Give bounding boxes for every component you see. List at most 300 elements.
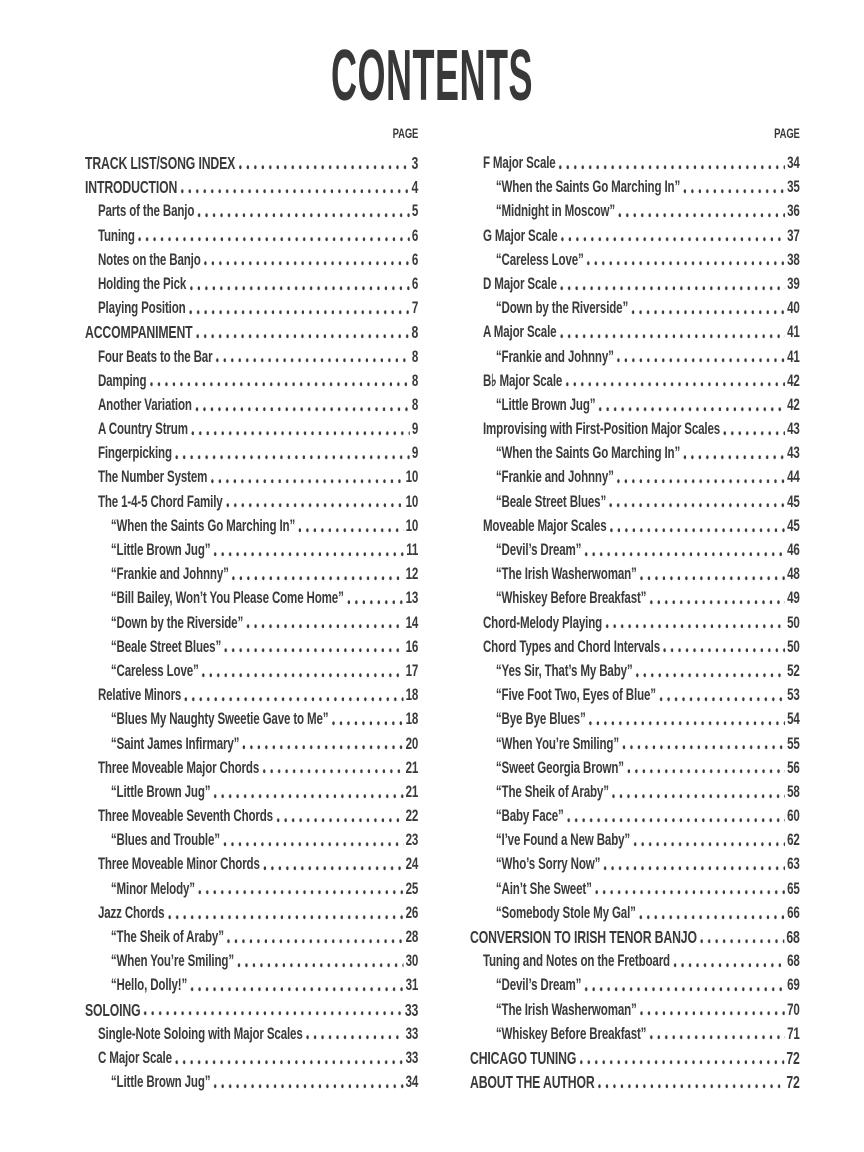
entry-title: “Yes Sir, That’s My Baby” bbox=[495, 661, 633, 680]
entry-page: 63 bbox=[787, 855, 800, 874]
dot-leader bbox=[609, 514, 785, 538]
toc-entry bbox=[470, 296, 800, 320]
toc-entry bbox=[470, 635, 800, 659]
entry-title: “Baby Face” bbox=[495, 807, 564, 826]
entry-title: “Little Brown Jug” bbox=[495, 395, 596, 414]
toc-entry bbox=[85, 417, 418, 441]
dot-leader bbox=[236, 949, 403, 973]
entry-page: 23 bbox=[405, 831, 419, 850]
dot-leader bbox=[203, 248, 410, 272]
toc-entry bbox=[470, 224, 800, 248]
toc-entry bbox=[85, 538, 418, 562]
toc-entry bbox=[85, 562, 418, 586]
toc-entry bbox=[470, 514, 800, 538]
entry-page: 45 bbox=[787, 516, 800, 535]
toc-entry bbox=[470, 1022, 800, 1046]
dot-leader bbox=[626, 756, 785, 780]
entry-title: Tuning and Notes on the Fretboard bbox=[482, 952, 670, 971]
entry-page: 6 bbox=[411, 250, 419, 269]
toc-entry bbox=[470, 465, 800, 489]
dot-leader bbox=[261, 756, 403, 780]
toc-entry bbox=[470, 659, 800, 683]
entry-title: “Hello, Dolly!” bbox=[110, 976, 188, 995]
entry-title: Notes on the Banjo bbox=[97, 250, 201, 269]
dot-leader bbox=[617, 199, 785, 223]
entry-title: “Down by the Riverside” bbox=[495, 299, 629, 318]
dot-leader bbox=[196, 199, 409, 223]
dot-leader bbox=[179, 175, 409, 199]
dot-leader bbox=[225, 490, 404, 514]
toc-entry bbox=[85, 1070, 418, 1094]
entry-title: INTRODUCTION bbox=[85, 177, 178, 198]
entry-title: “Sweet Georgia Brown” bbox=[495, 758, 624, 777]
toc-list bbox=[85, 151, 418, 1094]
dot-leader bbox=[635, 659, 785, 683]
entry-page: 33 bbox=[405, 1024, 419, 1043]
dot-leader bbox=[583, 538, 785, 562]
entry-title: “When the Saints Go Marching In” bbox=[495, 178, 681, 197]
entry-title: “Who’s Sorry Now” bbox=[495, 855, 601, 874]
dot-leader bbox=[194, 393, 410, 417]
dot-leader bbox=[604, 611, 785, 635]
entry-title: “The Sheik of Araby” bbox=[110, 928, 224, 946]
toc-entry bbox=[85, 441, 418, 465]
entry-page: 17 bbox=[405, 661, 419, 680]
entry-page: 37 bbox=[787, 226, 800, 245]
toc-entry bbox=[85, 199, 418, 223]
toc-entry bbox=[470, 562, 800, 586]
page-column-header: PAGE bbox=[774, 126, 800, 141]
dot-leader bbox=[241, 732, 403, 756]
entry-page: 6 bbox=[411, 226, 419, 245]
dot-leader bbox=[722, 417, 785, 441]
dot-leader bbox=[195, 320, 410, 344]
entry-title: ACCOMPANIMENT bbox=[85, 322, 193, 343]
toc-entry bbox=[85, 175, 418, 199]
dot-leader bbox=[630, 296, 785, 320]
entry-title: “When You’re Smiling” bbox=[495, 734, 619, 753]
toc-entry bbox=[470, 199, 800, 223]
entry-page: 68 bbox=[787, 952, 800, 971]
dot-leader bbox=[188, 296, 410, 320]
entry-page: 8 bbox=[411, 395, 419, 414]
dot-leader bbox=[297, 514, 403, 538]
toc-entry bbox=[470, 345, 800, 369]
entry-title: “Bill Bailey, Won’t You Please Come Home” bbox=[110, 589, 344, 608]
entry-title: “Bye Bye Blues” bbox=[495, 710, 586, 729]
dot-leader bbox=[559, 272, 785, 296]
dot-leader bbox=[305, 1022, 404, 1046]
entry-page: 33 bbox=[405, 1048, 419, 1067]
toc-entry bbox=[85, 949, 418, 973]
toc-entry bbox=[470, 272, 800, 296]
dot-leader bbox=[658, 683, 785, 707]
toc-entry bbox=[85, 998, 418, 1022]
toc-entry bbox=[85, 296, 418, 320]
entry-page: 35 bbox=[787, 178, 800, 197]
entry-page: 4 bbox=[411, 177, 419, 198]
toc-entry bbox=[470, 877, 800, 901]
dot-leader bbox=[638, 901, 785, 925]
toc-entry bbox=[85, 1022, 418, 1046]
toc-entry bbox=[85, 586, 418, 610]
entry-title: “Minor Melody” bbox=[110, 879, 195, 898]
entry-title: Playing Position bbox=[97, 299, 186, 318]
entry-title: “Whiskey Before Breakfast” bbox=[495, 1024, 647, 1043]
toc-list bbox=[470, 151, 800, 1094]
toc-entry bbox=[85, 248, 418, 272]
dot-leader bbox=[215, 345, 410, 369]
dot-leader bbox=[222, 828, 404, 852]
toc-entry bbox=[470, 369, 800, 393]
toc-entry bbox=[85, 224, 418, 248]
entry-page: 41 bbox=[787, 323, 800, 342]
dot-leader bbox=[213, 1070, 404, 1094]
entry-page: 43 bbox=[787, 444, 800, 463]
toc-entry bbox=[470, 683, 800, 707]
entry-page: 38 bbox=[787, 250, 800, 269]
dot-leader bbox=[237, 151, 409, 175]
dot-leader bbox=[608, 490, 785, 514]
entry-page: 45 bbox=[787, 492, 800, 511]
toc-entry bbox=[85, 901, 418, 925]
entry-title: Fingerpicking bbox=[97, 444, 172, 463]
dot-leader bbox=[190, 417, 410, 441]
toc-entry bbox=[85, 707, 418, 731]
toc-entry bbox=[85, 514, 418, 538]
dot-leader bbox=[174, 1046, 404, 1070]
entry-title: Relative Minors bbox=[97, 686, 182, 705]
entry-title: Three Moveable Major Chords bbox=[97, 758, 260, 777]
entry-title: Another Variation bbox=[97, 395, 192, 414]
toc-entry bbox=[85, 659, 418, 683]
entry-page: 8 bbox=[411, 347, 419, 366]
entry-page: 62 bbox=[787, 831, 800, 850]
entry-title: “When You’re Smiling” bbox=[110, 952, 234, 971]
toc-entry bbox=[470, 756, 800, 780]
entry-title: “Frankie and Johnny” bbox=[110, 565, 229, 584]
dot-leader bbox=[262, 852, 404, 876]
dot-leader bbox=[594, 877, 785, 901]
entry-title: B♭ Major Scale bbox=[482, 371, 563, 390]
entry-title: “Little Brown Jug” bbox=[110, 1073, 211, 1092]
toc-entry bbox=[470, 1046, 800, 1070]
entry-title: “When the Saints Go Marching In” bbox=[495, 444, 681, 463]
page-header bbox=[0, 0, 864, 116]
toc-entry bbox=[470, 901, 800, 925]
entry-page: 68 bbox=[786, 927, 800, 947]
dot-leader bbox=[602, 852, 785, 876]
toc-entry bbox=[85, 804, 418, 828]
dot-leader bbox=[639, 562, 785, 586]
entry-title: “The Sheik of Araby” bbox=[495, 782, 609, 801]
toc-entry bbox=[470, 538, 800, 562]
entry-page: 30 bbox=[405, 952, 419, 971]
dot-leader bbox=[223, 635, 403, 659]
table-of-contents bbox=[85, 126, 800, 1094]
toc-entry bbox=[85, 780, 418, 804]
entry-title: “Careless Love” bbox=[110, 661, 199, 680]
dot-leader bbox=[275, 804, 403, 828]
toc-entry bbox=[85, 490, 418, 514]
entry-page: 69 bbox=[787, 976, 800, 995]
entry-title: “Beale Street Blues” bbox=[110, 637, 222, 656]
dot-leader bbox=[143, 998, 403, 1022]
dot-leader bbox=[639, 998, 785, 1022]
entry-title: Improvising with First-Position Major Scales bbox=[482, 420, 721, 439]
entry-page: 20 bbox=[405, 734, 419, 753]
entry-page: 12 bbox=[405, 565, 419, 584]
entry-title: “The Irish Washerwoman” bbox=[495, 565, 637, 584]
toc-entry bbox=[470, 780, 800, 804]
dot-leader bbox=[682, 175, 785, 199]
toc-entry bbox=[85, 683, 418, 707]
entry-page: 39 bbox=[787, 274, 800, 293]
entry-title: “Devil’s Dream” bbox=[495, 541, 582, 559]
dot-leader bbox=[188, 272, 410, 296]
entry-page: 18 bbox=[405, 686, 419, 705]
entry-page: 46 bbox=[787, 541, 800, 559]
entry-page: 36 bbox=[787, 202, 800, 221]
dot-leader bbox=[564, 369, 785, 393]
entry-page: 22 bbox=[405, 807, 419, 826]
entry-page: 10 bbox=[405, 492, 419, 511]
entry-page: 8 bbox=[411, 371, 419, 390]
entry-title: “Careless Love” bbox=[495, 250, 584, 269]
toc-entry bbox=[85, 973, 418, 997]
dot-leader bbox=[245, 611, 403, 635]
page-title: CONTENTS bbox=[331, 36, 533, 116]
entry-title: “Little Brown Jug” bbox=[110, 782, 211, 801]
toc-entry bbox=[85, 925, 418, 949]
toc-entry bbox=[470, 998, 800, 1022]
entry-page: 21 bbox=[405, 758, 419, 777]
entry-title: Single-Note Soloing with Major Scales bbox=[97, 1024, 303, 1043]
toc-entry bbox=[470, 393, 800, 417]
toc-entry bbox=[470, 417, 800, 441]
entry-page: 11 bbox=[406, 541, 419, 559]
entry-page: 58 bbox=[787, 782, 800, 801]
entry-title: “Devil’s Dream” bbox=[495, 976, 582, 995]
entry-page: 53 bbox=[787, 686, 800, 705]
dot-leader bbox=[616, 345, 785, 369]
dot-leader bbox=[597, 1070, 785, 1094]
entry-title: G Major Scale bbox=[482, 226, 558, 245]
toc-entry bbox=[85, 272, 418, 296]
toc-entry bbox=[85, 877, 418, 901]
dot-leader bbox=[699, 925, 784, 949]
entry-title: Holding the Pick bbox=[97, 274, 187, 293]
entry-page: 24 bbox=[405, 855, 419, 874]
entry-page: 49 bbox=[787, 589, 800, 608]
dot-leader bbox=[648, 1022, 785, 1046]
dot-leader bbox=[621, 732, 785, 756]
entry-title: TRACK LIST/SONG INDEX bbox=[85, 153, 236, 173]
entry-title: The Number System bbox=[97, 468, 208, 487]
toc-entry bbox=[85, 732, 418, 756]
entry-title: “I’ve Found a New Baby” bbox=[495, 831, 631, 850]
entry-page: 33 bbox=[404, 999, 419, 1020]
entry-page: 34 bbox=[405, 1073, 419, 1092]
toc-entry bbox=[470, 320, 800, 344]
entry-title: CONVERSION TO IRISH TENOR BANJO bbox=[470, 927, 697, 947]
entry-page: 10 bbox=[405, 516, 419, 535]
entry-title: “Frankie and Johnny” bbox=[495, 468, 614, 487]
dot-leader bbox=[632, 828, 785, 852]
entry-page: 7 bbox=[411, 299, 419, 318]
toc-column-left bbox=[85, 126, 418, 1094]
entry-title: Parts of the Banjo bbox=[97, 202, 195, 221]
toc-entry bbox=[470, 248, 800, 272]
entry-title: “Little Brown Jug” bbox=[110, 541, 211, 559]
entry-title: C Major Scale bbox=[97, 1048, 172, 1067]
dot-leader bbox=[201, 659, 404, 683]
dot-leader bbox=[137, 224, 410, 248]
entry-page: 25 bbox=[405, 879, 419, 898]
entry-title: Three Moveable Seventh Chords bbox=[97, 807, 273, 826]
entry-title: CHICAGO TUNING bbox=[470, 1047, 577, 1068]
entry-page: 9 bbox=[411, 420, 419, 439]
dot-leader bbox=[183, 683, 403, 707]
toc-entry bbox=[85, 465, 418, 489]
entry-page: 72 bbox=[786, 1072, 800, 1093]
dot-leader bbox=[566, 804, 785, 828]
entry-title: Moveable Major Scales bbox=[482, 516, 607, 535]
toc-entry bbox=[85, 345, 418, 369]
dot-leader bbox=[616, 465, 785, 489]
entry-title: Four Beats to the Bar bbox=[97, 347, 213, 366]
entry-page: 28 bbox=[405, 928, 419, 946]
toc-entry bbox=[470, 804, 800, 828]
entry-page: 60 bbox=[787, 807, 800, 826]
toc-entry bbox=[470, 732, 800, 756]
entry-title: Chord-Melody Playing bbox=[482, 613, 603, 632]
toc-entry bbox=[85, 1046, 418, 1070]
toc-entry bbox=[85, 369, 418, 393]
entry-title: F Major Scale bbox=[482, 154, 556, 172]
toc-column-right bbox=[470, 126, 800, 1094]
entry-title: D Major Scale bbox=[482, 274, 557, 293]
toc-entry bbox=[85, 635, 418, 659]
toc-entry bbox=[470, 1070, 800, 1094]
dot-leader bbox=[213, 538, 405, 562]
entry-page: 55 bbox=[787, 734, 800, 753]
toc-entry bbox=[470, 973, 800, 997]
dot-leader bbox=[346, 586, 404, 610]
entry-page: 50 bbox=[787, 637, 800, 656]
entry-page: 66 bbox=[787, 903, 800, 922]
entry-page: 54 bbox=[787, 710, 800, 729]
entry-title: “Five Foot Two, Eyes of Blue” bbox=[495, 686, 656, 705]
entry-page: 50 bbox=[787, 613, 800, 632]
dot-leader bbox=[583, 973, 785, 997]
dot-leader bbox=[148, 369, 409, 393]
entry-page: 44 bbox=[787, 468, 800, 487]
dot-leader bbox=[559, 320, 785, 344]
entry-page: 10 bbox=[405, 468, 419, 487]
toc-entry bbox=[470, 490, 800, 514]
entry-page: 41 bbox=[787, 347, 800, 366]
entry-page: 8 bbox=[411, 322, 419, 343]
toc-entry bbox=[85, 320, 418, 344]
dot-leader bbox=[189, 973, 403, 997]
entry-page: 16 bbox=[405, 637, 419, 656]
entry-title: “Frankie and Johnny” bbox=[495, 347, 614, 366]
toc-entry bbox=[470, 852, 800, 876]
toc-entry bbox=[470, 441, 800, 465]
dot-leader bbox=[588, 707, 785, 731]
entry-title: “Blues and Trouble” bbox=[110, 831, 220, 850]
page-column-header: PAGE bbox=[392, 126, 419, 141]
entry-page: 65 bbox=[787, 879, 800, 898]
dot-leader bbox=[662, 635, 785, 659]
entry-page: 26 bbox=[405, 903, 419, 922]
entry-title: “Saint James Infirmary” bbox=[110, 734, 240, 753]
entry-page: 48 bbox=[787, 565, 800, 584]
entry-page: 70 bbox=[787, 1000, 800, 1019]
toc-entry bbox=[470, 925, 800, 949]
toc-entry bbox=[85, 756, 418, 780]
entry-title: Jazz Chords bbox=[97, 903, 165, 922]
toc-entry bbox=[470, 611, 800, 635]
toc-entry bbox=[470, 586, 800, 610]
entry-title: “Blues My Naughty Sweetie Gave to Me” bbox=[110, 710, 329, 729]
entry-title: “The Irish Washerwoman” bbox=[495, 1000, 637, 1019]
entry-title: A Country Strum bbox=[97, 420, 188, 439]
entry-title: “Somebody Stole My Gal” bbox=[495, 903, 636, 922]
entry-title: Damping bbox=[97, 371, 147, 390]
entry-title: The 1-4-5 Chord Family bbox=[97, 492, 223, 511]
dot-leader bbox=[558, 151, 785, 175]
dot-leader bbox=[578, 1046, 784, 1070]
dot-leader bbox=[174, 441, 410, 465]
dot-leader bbox=[226, 925, 404, 949]
entry-page: 71 bbox=[787, 1024, 800, 1043]
entry-page: 31 bbox=[405, 976, 419, 995]
entry-title: “Ain’t She Sweet” bbox=[495, 879, 592, 898]
toc-entry bbox=[470, 175, 800, 199]
toc-entry bbox=[470, 707, 800, 731]
entry-title: “When the Saints Go Marching In” bbox=[110, 516, 296, 535]
entry-page: 6 bbox=[411, 274, 419, 293]
entry-title: Chord Types and Chord Intervals bbox=[482, 637, 661, 656]
entry-title: “Beale Street Blues” bbox=[495, 492, 607, 511]
entry-page: 18 bbox=[405, 710, 419, 729]
toc-entry bbox=[85, 393, 418, 417]
entry-page: 43 bbox=[787, 420, 800, 439]
entry-page: 72 bbox=[786, 1047, 800, 1068]
toc-entry bbox=[85, 828, 418, 852]
entry-page: 42 bbox=[787, 371, 800, 390]
entry-title: ABOUT THE AUTHOR bbox=[470, 1072, 595, 1093]
entry-page: 42 bbox=[787, 395, 800, 414]
dot-leader bbox=[682, 441, 785, 465]
dot-leader bbox=[213, 780, 404, 804]
dot-leader bbox=[197, 877, 404, 901]
toc-entry bbox=[85, 852, 418, 876]
entry-title: SOLOING bbox=[85, 999, 141, 1020]
dot-leader bbox=[672, 949, 785, 973]
dot-leader bbox=[209, 465, 403, 489]
toc-entry bbox=[85, 611, 418, 635]
entry-page: 3 bbox=[411, 153, 419, 173]
dot-leader bbox=[586, 248, 785, 272]
dot-leader bbox=[598, 393, 786, 417]
dot-leader bbox=[648, 586, 785, 610]
entry-page: 56 bbox=[787, 758, 800, 777]
toc-entry bbox=[470, 949, 800, 973]
entry-title: A Major Scale bbox=[482, 323, 557, 342]
